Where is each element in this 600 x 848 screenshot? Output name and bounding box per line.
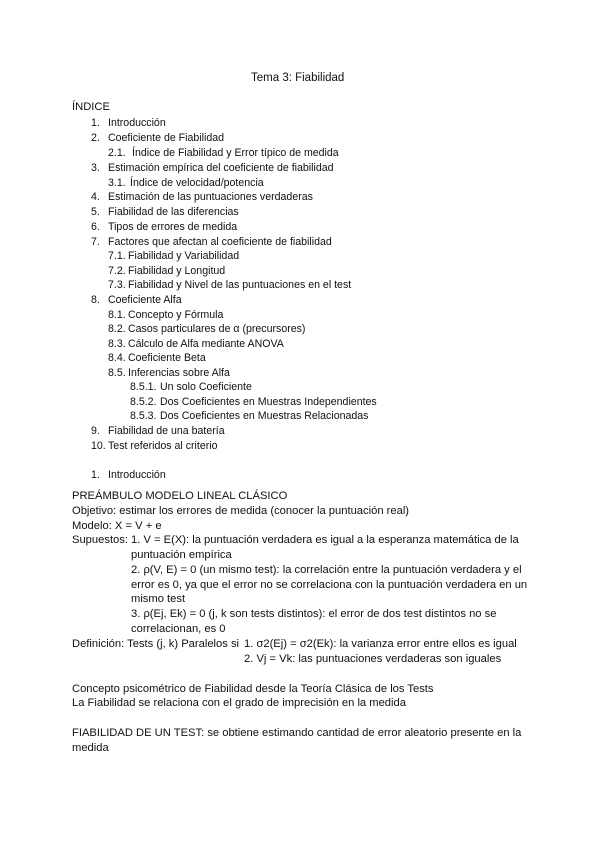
toc-number: 8.5.1.: [130, 381, 157, 393]
toc-number: 7.2.: [108, 265, 126, 277]
toc-text: Fiabilidad de una batería: [108, 425, 225, 437]
toc-number: 8.3.: [108, 338, 126, 350]
toc-number: 6.: [91, 221, 100, 233]
toc-number: 8.5.2.: [130, 396, 157, 408]
toc-text: Índice de Fiabilidad y Error típico de medida: [132, 147, 339, 159]
supuesto-2-line1: 2. ρ(V, E) = 0 (un mismo test): la correlación entre la puntuación verdadera y el: [131, 564, 522, 576]
toc-text: Tipos de errores de medida: [108, 221, 238, 233]
fiabilidad-test-line2: medida: [72, 742, 109, 754]
toc-text: Concepto y Fórmula: [128, 309, 224, 321]
preamble-heading: PREÁMBULO MODELO LINEAL CLÁSICO: [72, 490, 288, 502]
supuesto-1-line2: puntuación empírica: [131, 549, 232, 561]
fiabilidad-test-line1: FIABILIDAD DE UN TEST: se obtiene estimando cantidad de error aleatorio presente en la: [72, 727, 522, 739]
definicion-label: Definición: Tests (j, k) Paralelos si: [72, 638, 240, 650]
supuestos-label: Supuestos:: [72, 534, 128, 546]
toc-number: 9.: [91, 425, 100, 437]
supuesto-3-line1: 3. ρ(Ej, Ek) = 0 (j, k son tests distintos): el error de dos test distintos no se: [131, 608, 497, 620]
toc-number: 10.: [91, 440, 106, 452]
toc-number: 7.1.: [108, 250, 126, 262]
toc-text: Estimación de las puntuaciones verdaderas: [108, 191, 313, 203]
toc-text: Test referidos al criterio: [108, 440, 218, 452]
toc-number: 5.: [91, 206, 100, 218]
toc-text: Índice de velocidad/potencia: [130, 177, 264, 189]
toc-text: Coeficiente de Fiabilidad: [108, 132, 225, 144]
toc-number: 4.: [91, 191, 100, 203]
toc-text: Estimación empírica del coeficiente de fiabilidad: [108, 162, 334, 174]
toc-text: Dos Coeficientes en Muestras Relacionadas: [160, 410, 369, 422]
toc-number: 2.: [91, 132, 100, 144]
toc-text: Factores que afectan al coeficiente de fiabilidad: [108, 236, 332, 248]
toc-number: 8.4.: [108, 352, 126, 364]
toc-text: Fiabilidad y Longitud: [128, 265, 226, 277]
toc-number: 8.2.: [108, 323, 126, 335]
concepto-line1: Concepto psicométrico de Fiabilidad desde la Teoría Clásica de los Tests: [72, 683, 434, 695]
toc-number: 1.: [91, 117, 100, 129]
page-title: Tema 3: Fiabilidad: [251, 72, 345, 84]
toc-number: 3.1.: [108, 177, 126, 189]
toc-number: 8.5.: [108, 367, 126, 379]
supuesto-2-line2: error es 0, ya que el error no se correlaciona con la puntuación verdadera en un: [131, 579, 528, 591]
toc-text: Fiabilidad y Nivel de las puntuaciones en el test: [128, 279, 352, 291]
toc-text: Coeficiente Beta: [128, 352, 206, 364]
toc-text: Casos particulares de α (precursores): [128, 323, 306, 335]
toc-number: 2.1.: [108, 147, 126, 159]
toc-text: Coeficiente Alfa: [108, 294, 182, 306]
toc-number: 8.: [91, 294, 100, 306]
section-number: 1.: [91, 469, 100, 481]
toc-number: 7.3.: [108, 279, 126, 291]
toc-text: Introducción: [108, 117, 166, 129]
toc-text: Fiabilidad y Variabilidad: [128, 250, 240, 262]
toc-text: Cálculo de Alfa mediante ANOVA: [128, 338, 284, 350]
toc-text: Un solo Coeficiente: [160, 381, 252, 393]
concepto-line2: La Fiabilidad se relaciona con el grado de imprecisión en la medida: [72, 697, 406, 709]
toc-text: Inferencias sobre Alfa: [128, 367, 230, 379]
definicion-2: 2. Vj = Vk: las puntuaciones verdaderas son iguales: [244, 653, 502, 665]
toc-number: 8.5.3.: [130, 410, 157, 422]
definicion-1: 1. σ2(Ej) = σ2(Ek): la varianza error entre ellos es igual: [244, 638, 517, 650]
supuesto-3-line2: correlacionan, es 0: [131, 623, 226, 635]
toc-number: 8.1.: [108, 309, 126, 321]
section-title: Introducción: [108, 469, 166, 481]
supuesto-1-line1: 1. V = E(X): la puntuación verdadera es igual a la esperanza matemática de la: [131, 534, 519, 546]
toc-text: Fiabilidad de las diferencias: [108, 206, 239, 218]
supuesto-2-line3: mismo test: [131, 593, 186, 605]
toc-number: 7.: [91, 236, 100, 248]
toc-text: Dos Coeficientes en Muestras Independientes: [160, 396, 377, 408]
preamble-objetivo: Objetivo: estimar los errores de medida (conocer la puntuación real): [72, 505, 410, 517]
preamble-modelo: Modelo: X = V + e: [72, 520, 162, 532]
index-heading: ÍNDICE: [72, 101, 110, 113]
toc-number: 3.: [91, 162, 100, 174]
